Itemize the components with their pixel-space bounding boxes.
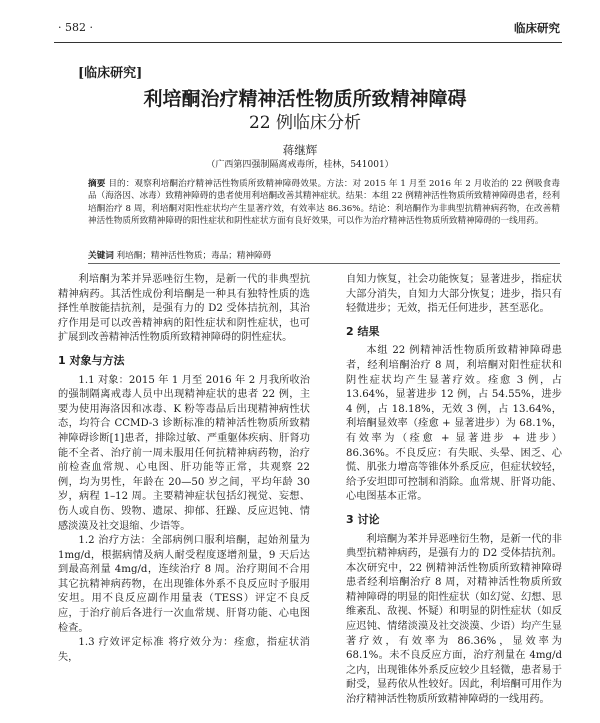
keywords-text: 利培酮；精神活性物质；毒品；精神障碍 [116,251,272,261]
abstract [88,178,560,228]
section1-paragraph-2: 1.2 治疗方法：全部病例口服利培酮，起始剂量为 1mg/d，根据病情及病人耐受程度逐增剂量，9 天后达到最高剂量 4mg/d，连续治疗 8 周。治疗期间不合用其它抗精神病药物，在出现锥体外系不良反应时予服用安坦。用不良反应副作用量表（TESS）评定不良反应，于治疗前后各进行一次血常规、肝肾功能、心电图检查。 [58,535,310,634]
section2-heading: 2 结果 [346,324,380,338]
section1-paragraph-3-continued: 自知力恢复，社会功能恢复；显著进步，指症状大部分消失，自知力大部分恢复；进步，指只有轻微进步；无效，指无任何进步，甚至恶化。 [346,274,562,315]
abstract-label: 摘要 [88,179,106,189]
header-rule [54,42,562,43]
right-column [346,273,562,708]
keywords-label: 关键词 [88,251,114,261]
column-tag: [临床研究] [78,66,143,81]
author: 蒋继辉 [282,143,318,157]
keywords-rule [88,263,560,264]
article-title-line1: 利培酮治疗精神活性物质所致精神障碍 [143,88,467,110]
article-title-line2: 22 例临床分析 [248,113,362,133]
page-number: · 582 · [58,21,93,34]
section1-heading: 1 对象与方法 [58,353,125,367]
intro-paragraph: 利培酮为苯并异恶唑衍生物，是新一代的非典型抗精神病药。其活性成份利培酮是一种具有独特性质的选择性单胺能拮抗剂，是强有力的 D2 受体拮抗剂，其治疗作用是可以改善精神病的阳性症状和阴性症状，也可扩展到改善精神活性物质所致精神障碍的阴性症状。 [58,274,310,344]
section2-paragraph: 本组 22 例精神活性物质所致精神障碍患者，经利培酮治疗 8 周，利培酮对阳性症状和阴性症状均产生显著疗效。痊愈 3 例，占 13.64%，显著进步 12 例，占 54.55%，进步 4 例，占 18.18%，无效 3 例，占 13.64%，利培酮显效率（痊愈 + 显著进步）为 68.1%，有效率为（痊愈 + 显著进步 + 进步）86.36%。不良反应：有失眠、头晕、困乏、心慌、肌张力增高等锥体外系反应，但症状较轻，给予安坦即可控制和消除。血常规、肝肾功能、心电图基本正常。 [346,345,562,503]
section1-paragraph-1: 1.1 对象：2015 年 1 月至 2016 年 2 月我所收治的强制隔离戒毒人员中出现精神症状的患者 22 例，主要为使用海洛因和冰毒、K 粉等毒品后出现精神病性状态，均符合 CCMD-3 诊断标准的精神活性物质所致精神障碍诊断[1]患者，排除过敏、严重躯体疾病、肝肾功能不全者、治疗前一周未服用任何抗精神病药物，治疗前检查血常规、心电图、肝功能等正常，共观察 22 例，均为男性，年龄在 20—50 岁之间，平均年龄 30 岁，病程 1–12 周。主要精神症状包括幻视觉、妄想、伤人或自伤、毁物、遗尿、抑郁、狂躁、反应迟钝、情感淡漠及社交退缩、少语等。 [58,374,310,532]
journal-name: 临床研究 [514,21,560,35]
section1-paragraph-3: 1.3 疗效评定标准 将疗效分为：痊愈，指症状消失， [58,637,310,663]
abstract-text: 目的：观察利培酮治疗精神活性物质所致精神障碍效果。方法：对 2015 年 1 月至 2016 年 2 月收治的 22 例吸食毒品（海洛因、冰毒）致精神障碍的患者使用利培酮改善其精神症状。结果：本组 22 例精神活性物质所致精神障碍患者，经利培酮治疗 8 周，利培酮对阳性症状均产生显著疗效，有效率达 86.36%。结论：利培酮作为非典型抗精神病药物，在改善精神活性物质所致精神障碍的阳性症状和阴性症状方面有良好效果，可以作为治疗精神活性物质所致精神障碍的一线用药。 [88,179,560,227]
section3-paragraph: 利培酮为苯并异恶唑衍生物，是新一代的非典型抗精神病药，是强有力的 D2 受体拮抗剂。本次研究中，22 例精神活性物质所致精神障碍患者经利培酮治疗 8 周，对精神活性物质所致精神障碍的明显的阳性症状（如幻觉、幻想、思维紊乱、敌视、怀疑）和明显的阴性症状（如反应迟钝、情绪淡漠及社交淡漠、少语）均产生显著疗效，有效率为 86.36%，显效率为 68.1%。未不良反应方面，治疗剂量在 4mg/d 之内，出现锥体外系反应较少且轻微，患者易于耐受，显药依从性较好。因此，利培酮可用作为治疗精神活性物质所致精神障碍的一线用药。 [346,533,562,706]
section3-heading: 3 讨论 [346,512,380,526]
affiliation: （广西第四强制隔离戒毒所，桂林，541001） [206,160,394,170]
keywords [88,249,560,261]
left-column [58,273,310,665]
